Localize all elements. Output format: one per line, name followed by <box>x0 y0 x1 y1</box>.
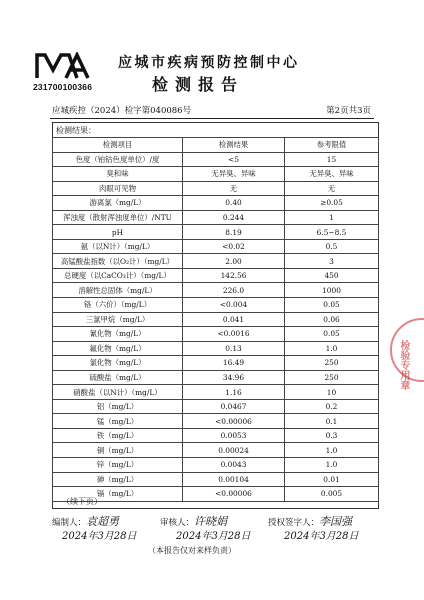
header-result: 检测结果 <box>183 138 285 153</box>
organization-name: 应城市疾病预防控制中心 <box>118 55 300 71</box>
table-row <box>53 210 379 225</box>
table-row <box>53 443 379 458</box>
report-disclaimer: （本报告仅对来样负责） <box>148 546 236 555</box>
author-label: 编制人： <box>52 518 87 528</box>
approver-signature: 李国强 <box>319 515 353 528</box>
cell-result: 2.00 <box>183 254 285 269</box>
cell-limit: 0.01 <box>285 472 379 487</box>
table-row <box>53 167 379 182</box>
table-row <box>53 327 379 342</box>
cell-result: 226.0 <box>183 283 285 298</box>
cell-item: 铁（mg/L） <box>53 428 183 443</box>
approver-label: 授权签字人： <box>268 518 320 528</box>
cell-item: 三氯甲烷（mg/L） <box>53 312 183 327</box>
cell-result: 0.0053 <box>183 428 285 443</box>
section-label: 检测结果： <box>56 126 96 135</box>
table-header-row <box>53 138 379 153</box>
cell-result: 无异臭、异味 <box>183 167 285 182</box>
table-row <box>53 268 379 283</box>
cell-limit: 0.06 <box>285 312 379 327</box>
cell-limit: 10 <box>285 385 379 400</box>
cell-result: 0.00024 <box>183 443 285 458</box>
cell-item: 镉（mg/L） <box>53 487 183 502</box>
continued-note: （续下页） <box>62 497 102 506</box>
cell-limit: 450 <box>285 268 379 283</box>
cell-result: 0.13 <box>183 341 285 356</box>
cell-result: 0.244 <box>183 210 285 225</box>
cell-limit: 0.05 <box>285 298 379 313</box>
table-row <box>53 458 379 473</box>
cell-limit: 1.0 <box>285 458 379 473</box>
cell-limit: 6.5~8.5 <box>285 225 379 240</box>
results-table <box>52 137 379 502</box>
table-row <box>53 472 379 487</box>
reviewer-signature: 许晓娟 <box>194 515 228 528</box>
table-row <box>53 225 379 240</box>
table-row <box>53 196 379 211</box>
cell-item: 硝酸盐（以N计）（mg/L） <box>53 385 183 400</box>
cell-result: 1.16 <box>183 385 285 400</box>
cell-limit: 250 <box>285 356 379 371</box>
cell-limit: 3 <box>285 254 379 269</box>
page-indicator: 第2页共3页 <box>326 106 371 116</box>
table-row <box>53 298 379 313</box>
table-row <box>53 385 379 400</box>
cell-item: 臭和味 <box>53 167 183 182</box>
table-row <box>53 341 379 356</box>
table-row <box>53 283 379 298</box>
cell-item: 氰化物（mg/L） <box>53 327 183 342</box>
approver-date: 2024年3月28日 <box>284 531 359 542</box>
cell-result: 8.19 <box>183 225 285 240</box>
cell-item: 氯化物（mg/L） <box>53 356 183 371</box>
cell-result: 34.96 <box>183 370 285 385</box>
cell-limit: 1.0 <box>285 341 379 356</box>
cell-limit: 0.1 <box>285 414 379 429</box>
cell-result: 0.041 <box>183 312 285 327</box>
cell-result: <0.0016 <box>183 327 285 342</box>
reviewer-label: 审核人： <box>160 518 195 528</box>
cell-limit: 1.0 <box>285 443 379 458</box>
cell-result: <0.00006 <box>183 414 285 429</box>
official-seal-text: 检验专用章 <box>398 340 409 390</box>
header-limit: 参考限值 <box>285 138 379 153</box>
cell-result: <5 <box>183 152 285 167</box>
cell-result: <0.02 <box>183 239 285 254</box>
cell-item: 铜（mg/L） <box>53 443 183 458</box>
cell-result: 0.40 <box>183 196 285 211</box>
cell-result: <0.00006 <box>183 487 285 502</box>
cell-item: 铬（六价）（mg/L） <box>53 298 183 313</box>
table-row <box>53 356 379 371</box>
cell-item: 砷（mg/L） <box>53 472 183 487</box>
table-row <box>53 254 379 269</box>
cell-item: 氟化物（mg/L） <box>53 341 183 356</box>
table-row <box>53 239 379 254</box>
cell-item: 溶解性总固体（mg/L） <box>53 283 183 298</box>
cell-item: 总硬度（以CaCO₃计）（mg/L） <box>53 268 183 283</box>
cell-limit: 0.3 <box>285 428 379 443</box>
author-date: 2024年3月28日 <box>62 531 137 542</box>
cell-limit: 15 <box>285 152 379 167</box>
reviewer-date: 2024年3月28日 <box>176 531 251 542</box>
table-row <box>53 428 379 443</box>
cell-item: 锰（mg/L） <box>53 414 183 429</box>
table-row <box>53 399 379 414</box>
header-item: 检测项目 <box>53 138 183 153</box>
table-row <box>53 152 379 167</box>
cell-result: 142.56 <box>183 268 285 283</box>
cell-item: 硫酸盐（mg/L） <box>53 370 183 385</box>
table-row <box>53 414 379 429</box>
header-divider <box>50 118 374 119</box>
cell-item: 锌（mg/L） <box>53 458 183 473</box>
cell-limit: 1 <box>285 210 379 225</box>
cell-item: 色度（铂钴色度单位）/度 <box>53 152 183 167</box>
cell-item: pH <box>53 225 183 240</box>
report-reference: 应城疾控（2024）检字第040086号 <box>52 106 192 116</box>
cell-limit: 无异臭、异味 <box>285 167 379 182</box>
cell-item: 浑浊度（散射浑浊度单位）/NTU <box>53 210 183 225</box>
cell-result: <0.004 <box>183 298 285 313</box>
cell-limit: 1000 <box>285 283 379 298</box>
cell-limit: 0.05 <box>285 327 379 342</box>
cell-result: 16.49 <box>183 356 285 371</box>
cell-limit: 0.005 <box>285 487 379 502</box>
cell-limit: ≥0.05 <box>285 196 379 211</box>
cell-result: 0.00104 <box>183 472 285 487</box>
author-signature: 袁超勇 <box>86 515 120 528</box>
cell-limit: 250 <box>285 370 379 385</box>
table-row <box>53 312 379 327</box>
table-row <box>53 370 379 385</box>
table-body <box>53 152 379 501</box>
cell-item: 高锰酸盐指数（以O₂计）（mg/L） <box>53 254 183 269</box>
report-title: 检测报告 <box>152 75 245 94</box>
cell-result: 无 <box>183 181 285 196</box>
cell-result: 0.0467 <box>183 399 285 414</box>
cert-number: 231700100366 <box>33 82 93 92</box>
cma-logo-text <box>91 59 92 60</box>
cell-result: 0.0043 <box>183 458 285 473</box>
cell-limit: 无 <box>285 181 379 196</box>
table-row <box>53 181 379 196</box>
cell-item: 铝（mg/L） <box>53 399 183 414</box>
cell-limit: 0.5 <box>285 239 379 254</box>
cell-item: 氨（以N计）（mg/L） <box>53 239 183 254</box>
cell-limit: 0.2 <box>285 399 379 414</box>
cma-logo <box>33 52 99 80</box>
cell-item: 游离氯（mg/L） <box>53 196 183 211</box>
cell-item: 肉眼可见物 <box>53 181 183 196</box>
